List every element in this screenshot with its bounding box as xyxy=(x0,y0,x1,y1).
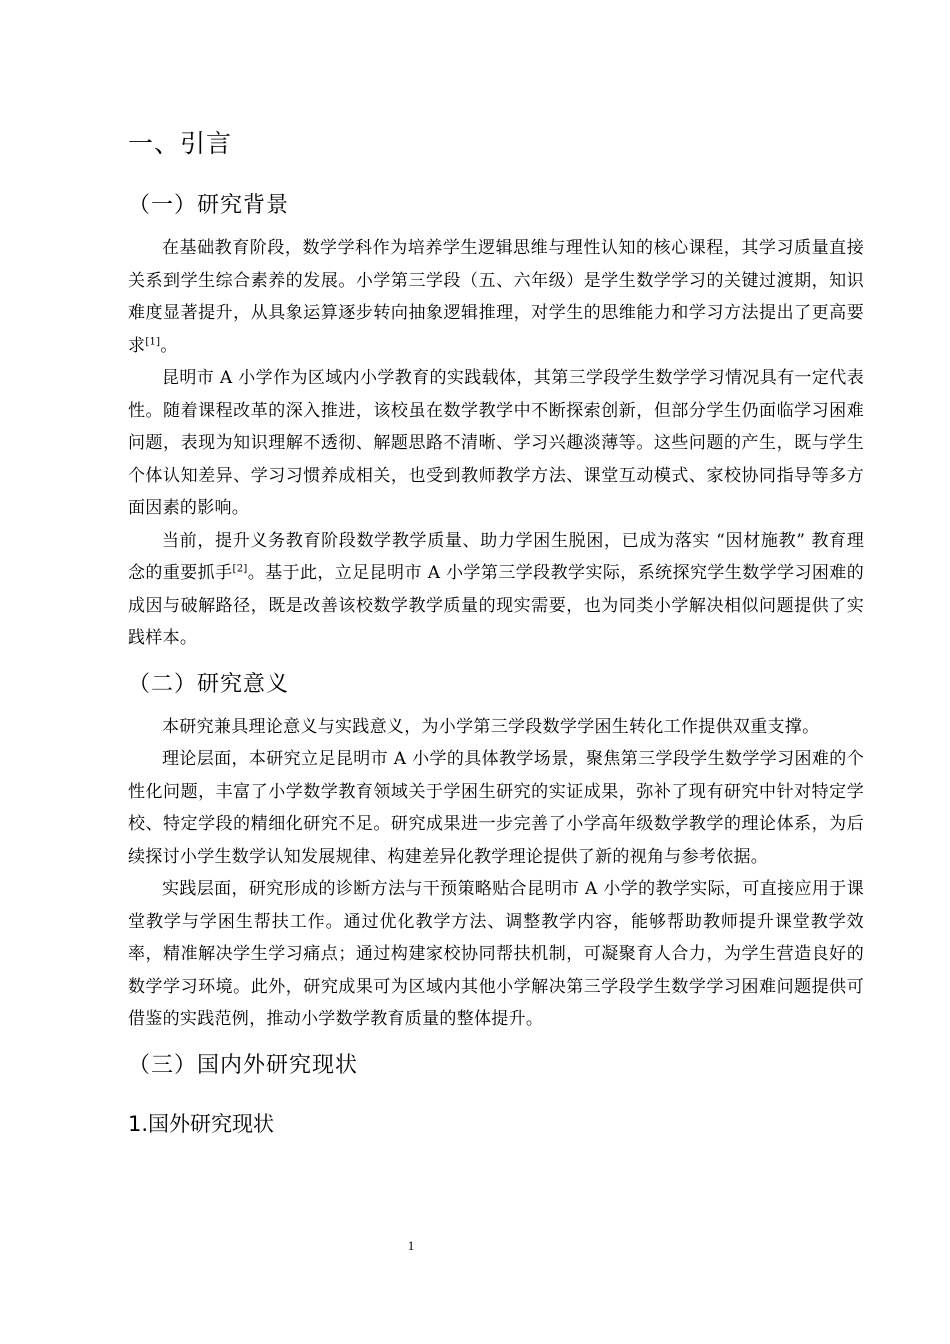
paragraph: 本研究兼具理论意义与实践意义，为小学第三学段数学学困生转化工作提供双重支撑。 xyxy=(162,716,820,737)
section-title: （一）研究背景 xyxy=(128,193,290,218)
paragraph: 昆明市 A 小学作为区域内小学教育的实践载体，其第三学段学生数学学习情况具有一定代表性。随着课程改革的深入推进，该校虽在数学教学中不断探索创新，但部分学生仍面临学习困难问题，表现为知识理解不透彻、解题思路不清晰、学习兴趣淡薄等。这些问题的产生，既与学生个体认知差异、学习习惯养成相关，也受到教师教学方法、课堂互动模式、家校协同指导等多方面因素的影响。 xyxy=(128,368,864,518)
citation-ref: [1] xyxy=(145,335,161,347)
paragraph xyxy=(128,525,864,655)
section-research-status xyxy=(128,1044,864,1146)
subsection-title: 1.国外研究现状 xyxy=(128,1111,275,1136)
citation-ref: [2] xyxy=(232,563,248,575)
paragraph: 理论层面，本研究立足昆明市 A 小学的具体教学场景，聚焦第三学段学生数学学习困难的个性化问题，丰富了小学数学教育领域关于学困生研究的实证成果，弥补了现有研究中针对特定学校、特定学段的精细化研究不足。研究成果进一步完善了小学高年级数学教学的理论体系，为后续探讨小学生数学认知发展规律、构建差异化教学理论提供了新的视角与参考依据。 xyxy=(128,749,864,867)
paragraph: 实践层面，研究形成的诊断方法与干预策略贴合昆明市 A 小学的教学实际，可直接应用于课堂教学与学困生帮扶工作。通过优化教学方法、调整教学内容，能够帮助教师提升课堂教学效率，精准解决学生学习痛点；通过构建家校协同帮扶机制，可凝聚育人合力，为学生营造良好的数学学习环境。此外，研究成果可为区域内其他小学解决第三学段学生数学学习困难问题提供可借鉴的实践范例，推动小学数学教育质量的整体提升。 xyxy=(128,879,864,1029)
section-title: （二）研究意义 xyxy=(128,671,290,697)
page-number: 1 xyxy=(407,1238,415,1253)
section-research-significance xyxy=(128,663,864,1036)
section-research-background xyxy=(128,184,864,655)
section-title: （三）国内外研究现状 xyxy=(128,1052,359,1078)
paragraph-text: 。 xyxy=(160,335,178,356)
chapter-heading: 一、引言 xyxy=(128,129,233,158)
paragraph-text: 当前，提升义务教育阶段数学教学质量、助力学困生脱困，已成为落实 “因材施教” 教育理念的重要抓手 xyxy=(128,530,864,583)
paragraph xyxy=(128,232,864,362)
paragraph-text: 。基于此，立足昆明市 A 小学第三学段教学实际，系统探究学生数学学习困难的成因与破解路径，既是改善该校数学教学质量的现实需要，也为同类小学解决相似问题提供了实践样本。 xyxy=(128,563,864,648)
paragraph-text: 在基础教育阶段，数学学科作为培养学生逻辑思维与理性认知的核心课程，其学习质量直接关系到学生综合素养的发展。小学第三学段（五、六年级）是学生数学学习的关键过渡期，知识难度显著提升，从具象运算逐步转向抽象逻辑推理，对学生的思维能力和学习方法提出了更高要求 xyxy=(128,238,864,356)
page-content xyxy=(128,120,864,1146)
